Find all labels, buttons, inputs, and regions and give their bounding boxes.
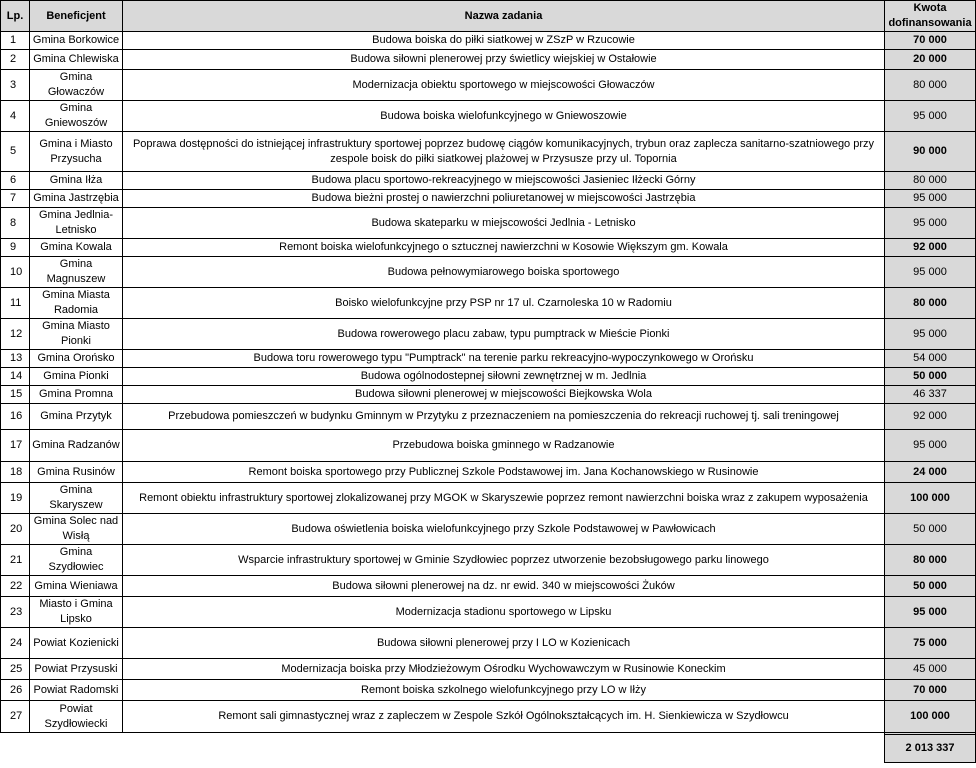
row-kwota: 70 000 bbox=[885, 32, 976, 50]
row-nazwa-zadania: Budowa siłowni plenerowej przy świetlicy wiejskiej w Ostałowie bbox=[123, 50, 885, 70]
row-lp: 18 bbox=[1, 462, 30, 483]
row-nazwa-zadania: Modernizacja boiska przy Młodzieżowym Ośrodku Wychowawczym w Rusinowie Koneckim bbox=[123, 659, 885, 680]
table-body bbox=[1, 32, 976, 763]
row-nazwa-zadania: Budowa ogólnodostepnej siłowni zewnętrznej w m. Jedlnia bbox=[123, 368, 885, 386]
row-nazwa-zadania: Modernizacja obiektu sportowego w miejscowości Głowaczów bbox=[123, 70, 885, 101]
row-kwota: 45 000 bbox=[885, 659, 976, 680]
row-beneficjent: Gmina Radzanów bbox=[30, 430, 123, 462]
table-row bbox=[1, 70, 976, 101]
row-kwota: 95 000 bbox=[885, 597, 976, 628]
row-lp: 20 bbox=[1, 514, 30, 545]
row-nazwa-zadania: Budowa skateparku w miejscowości Jedlnia - Letnisko bbox=[123, 208, 885, 239]
row-lp: 17 bbox=[1, 430, 30, 462]
table-row bbox=[1, 239, 976, 257]
row-nazwa-zadania: Budowa siłowni plenerowej na dz. nr ewid. 340 w miejscowości Żuków bbox=[123, 576, 885, 597]
row-kwota: 80 000 bbox=[885, 545, 976, 576]
row-lp: 14 bbox=[1, 368, 30, 386]
row-nazwa-zadania: Budowa oświetlenia boiska wielofunkcyjnego przy Szkole Podstawowej w Pawłowicach bbox=[123, 514, 885, 545]
row-nazwa-zadania: Wsparcie infrastruktury sportowej w Gminie Szydłowiec poprzez utworzenie bezobsługowego parku linowego bbox=[123, 545, 885, 576]
table-row bbox=[1, 50, 976, 70]
row-beneficjent: Gmina Solec nad Wisłą bbox=[30, 514, 123, 545]
table-row bbox=[1, 257, 976, 288]
table-row bbox=[1, 208, 976, 239]
row-lp: 7 bbox=[1, 190, 30, 208]
row-nazwa-zadania: Remont boiska wielofunkcyjnego o sztucznej nawierzchni w Kosowie Większym gm. Kowala bbox=[123, 239, 885, 257]
row-lp: 10 bbox=[1, 257, 30, 288]
row-nazwa-zadania: Budowa siłowni plenerowej w miejscowości Biejkowska Wola bbox=[123, 386, 885, 404]
row-lp: 6 bbox=[1, 172, 30, 190]
row-beneficjent: Gmina Przytyk bbox=[30, 404, 123, 430]
table-row bbox=[1, 701, 976, 733]
table-row bbox=[1, 430, 976, 462]
row-kwota: 46 337 bbox=[885, 386, 976, 404]
row-beneficjent: Powiat Radomski bbox=[30, 680, 123, 701]
row-beneficjent: Gmina Orońsko bbox=[30, 350, 123, 368]
row-lp: 8 bbox=[1, 208, 30, 239]
row-kwota: 24 000 bbox=[885, 462, 976, 483]
row-beneficjent: Gmina Rusinów bbox=[30, 462, 123, 483]
table-row bbox=[1, 404, 976, 430]
row-kwota: 92 000 bbox=[885, 239, 976, 257]
row-beneficjent: Gmina Miasta Radomia bbox=[30, 288, 123, 319]
row-kwota: 80 000 bbox=[885, 172, 976, 190]
row-nazwa-zadania: Remont boiska szkolnego wielofunkcyjnego przy LO w Iłży bbox=[123, 680, 885, 701]
row-lp: 15 bbox=[1, 386, 30, 404]
row-nazwa-zadania: Remont boiska sportowego przy Publicznej Szkole Podstawowej im. Jana Kochanowskiego w Rusinowie bbox=[123, 462, 885, 483]
row-nazwa-zadania: Poprawa dostępności do istniejącej infrastruktury sportowej poprzez budowę ciągów komunikacyjnych, trybun oraz zaplecza sanitarno-szatniowego przy zespole boisk do piłki siatkowej plażowej w Przysusze przy ul. Topornia bbox=[123, 132, 885, 172]
row-lp: 3 bbox=[1, 70, 30, 101]
row-lp: 25 bbox=[1, 659, 30, 680]
row-beneficjent: Miasto i Gmina Lipsko bbox=[30, 597, 123, 628]
row-beneficjent: Gmina Promna bbox=[30, 386, 123, 404]
table-row bbox=[1, 368, 976, 386]
row-beneficjent: Gmina Jastrzębia bbox=[30, 190, 123, 208]
row-lp: 27 bbox=[1, 701, 30, 733]
row-lp: 2 bbox=[1, 50, 30, 70]
row-kwota: 95 000 bbox=[885, 190, 976, 208]
row-kwota: 95 000 bbox=[885, 208, 976, 239]
row-nazwa-zadania: Budowa boiska wielofunkcyjnego w Gniewoszowie bbox=[123, 101, 885, 132]
total-amount: 2 013 337 bbox=[885, 735, 976, 763]
row-beneficjent: Gmina Głowaczów bbox=[30, 70, 123, 101]
row-nazwa-zadania: Budowa siłowni plenerowej przy I LO w Kozienicach bbox=[123, 628, 885, 659]
row-beneficjent: Powiat Kozienicki bbox=[30, 628, 123, 659]
table-row bbox=[1, 659, 976, 680]
table-row bbox=[1, 288, 976, 319]
row-beneficjent: Gmina Chlewiska bbox=[30, 50, 123, 70]
table-row bbox=[1, 576, 976, 597]
row-kwota: 80 000 bbox=[885, 70, 976, 101]
table-row bbox=[1, 101, 976, 132]
header-lp: Lp. bbox=[1, 1, 30, 32]
row-kwota: 70 000 bbox=[885, 680, 976, 701]
row-lp: 4 bbox=[1, 101, 30, 132]
row-beneficjent: Gmina Pionki bbox=[30, 368, 123, 386]
row-kwota: 20 000 bbox=[885, 50, 976, 70]
row-kwota: 95 000 bbox=[885, 430, 976, 462]
row-nazwa-zadania: Remont sali gimnastycznej wraz z zapleczem w Zespole Szkół Ogólnokształcących im. H. Sienkiewicza w Szydłowcu bbox=[123, 701, 885, 733]
row-nazwa-zadania: Budowa boiska do piłki siatkowej w ZSzP w Rzucowie bbox=[123, 32, 885, 50]
row-beneficjent: Gmina Borkowice bbox=[30, 32, 123, 50]
row-nazwa-zadania: Budowa toru rowerowego typu "Pumptrack" na terenie parku rekreacyjno-wypoczynkowego w Orońsku bbox=[123, 350, 885, 368]
row-kwota: 90 000 bbox=[885, 132, 976, 172]
header-beneficjent: Beneficjent bbox=[30, 1, 123, 32]
row-lp: 13 bbox=[1, 350, 30, 368]
row-nazwa-zadania: Modernizacja stadionu sportowego w Lipsku bbox=[123, 597, 885, 628]
row-beneficjent: Gmina i Miasto Przysucha bbox=[30, 132, 123, 172]
row-beneficjent: Gmina Wieniawa bbox=[30, 576, 123, 597]
row-nazwa-zadania: Budowa bieżni prostej o nawierzchni poliuretanowej w miejscowości Jastrzębia bbox=[123, 190, 885, 208]
table-row bbox=[1, 680, 976, 701]
row-nazwa-zadania: Remont obiektu infrastruktury sportowej zlokalizowanej przy MGOK w Skaryszewie poprzez remont nawierzchni boiska wraz z zakupem wyposażenia bbox=[123, 483, 885, 514]
row-lp: 19 bbox=[1, 483, 30, 514]
row-kwota: 95 000 bbox=[885, 257, 976, 288]
row-beneficjent: Powiat Przysuski bbox=[30, 659, 123, 680]
row-nazwa-zadania: Budowa pełnowymiarowego boiska sportowego bbox=[123, 257, 885, 288]
table-row bbox=[1, 319, 976, 350]
table-row bbox=[1, 545, 976, 576]
row-beneficjent: Gmina Kowala bbox=[30, 239, 123, 257]
row-lp: 22 bbox=[1, 576, 30, 597]
row-kwota: 50 000 bbox=[885, 368, 976, 386]
row-beneficjent: Powiat Szydłowiecki bbox=[30, 701, 123, 733]
table-row bbox=[1, 386, 976, 404]
table-row bbox=[1, 514, 976, 545]
row-lp: 1 bbox=[1, 32, 30, 50]
table-row bbox=[1, 483, 976, 514]
table-row bbox=[1, 350, 976, 368]
row-lp: 5 bbox=[1, 132, 30, 172]
row-lp: 21 bbox=[1, 545, 30, 576]
row-beneficjent: Gmina Magnuszew bbox=[30, 257, 123, 288]
row-beneficjent: Gmina Gniewoszów bbox=[30, 101, 123, 132]
table-row bbox=[1, 172, 976, 190]
row-beneficjent: Gmina Szydłowiec bbox=[30, 545, 123, 576]
row-kwota: 100 000 bbox=[885, 483, 976, 514]
row-beneficjent: Gmina Miasto Pionki bbox=[30, 319, 123, 350]
row-beneficjent: Gmina Iłża bbox=[30, 172, 123, 190]
row-kwota: 50 000 bbox=[885, 576, 976, 597]
row-nazwa-zadania: Przebudowa boiska gminnego w Radzanowie bbox=[123, 430, 885, 462]
table-row bbox=[1, 32, 976, 50]
row-kwota: 92 000 bbox=[885, 404, 976, 430]
table-row bbox=[1, 597, 976, 628]
row-kwota: 95 000 bbox=[885, 101, 976, 132]
row-lp: 16 bbox=[1, 404, 30, 430]
table-row bbox=[1, 462, 976, 483]
row-nazwa-zadania: Budowa rowerowego placu zabaw, typu pumptrack w Mieście Pionki bbox=[123, 319, 885, 350]
row-kwota: 50 000 bbox=[885, 514, 976, 545]
row-beneficjent: Gmina Skaryszew bbox=[30, 483, 123, 514]
row-kwota: 75 000 bbox=[885, 628, 976, 659]
row-lp: 12 bbox=[1, 319, 30, 350]
table-row bbox=[1, 190, 976, 208]
row-lp: 11 bbox=[1, 288, 30, 319]
row-kwota: 100 000 bbox=[885, 701, 976, 733]
row-nazwa-zadania: Budowa placu sportowo-rekreacyjnego w miejscowości Jasieniec Iłżecki Górny bbox=[123, 172, 885, 190]
table-row bbox=[1, 132, 976, 172]
header-nazwa-zadania: Nazwa zadania bbox=[123, 1, 885, 32]
row-kwota: 54 000 bbox=[885, 350, 976, 368]
row-kwota: 95 000 bbox=[885, 319, 976, 350]
row-beneficjent: Gmina Jedlnia-Letnisko bbox=[30, 208, 123, 239]
row-nazwa-zadania: Przebudowa pomieszczeń w budynku Gminnym w Przytyku z przeznaczeniem na pomieszczenia do rekreacji ruchowej tj. sali treningowej bbox=[123, 404, 885, 430]
row-kwota: 80 000 bbox=[885, 288, 976, 319]
row-lp: 9 bbox=[1, 239, 30, 257]
row-lp: 24 bbox=[1, 628, 30, 659]
header-kwota: Kwota dofinansowania bbox=[885, 1, 976, 32]
row-nazwa-zadania: Boisko wielofunkcyjne przy PSP nr 17 ul. Czarnoleska 10 w Radomiu bbox=[123, 288, 885, 319]
row-lp: 26 bbox=[1, 680, 30, 701]
row-lp: 23 bbox=[1, 597, 30, 628]
table-row bbox=[1, 628, 976, 659]
